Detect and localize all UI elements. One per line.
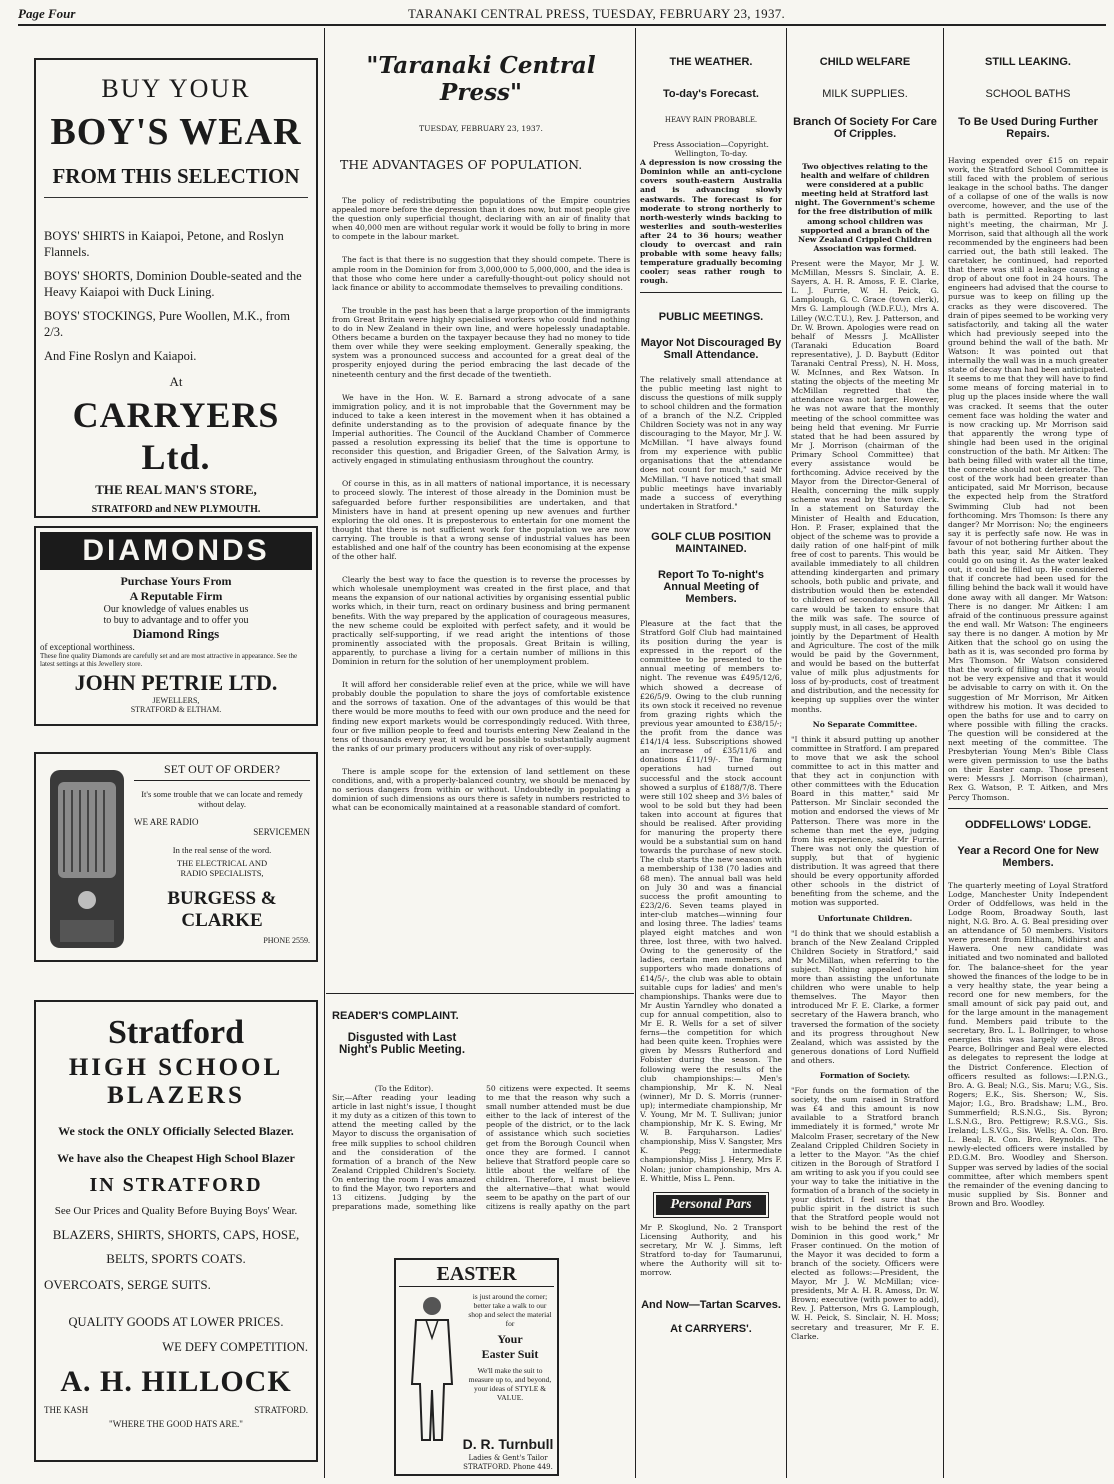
ad-item: And Fine Roslyn and Kaiapoi. [44,349,197,363]
meetings-body: The relatively small attendance at the public meeting last night to discuss the questions of milk supply to school children and the formation of a branch of the N.Z. Crippled Children Society was not in any way discouraging to the Mayor, Mr J. W. McMillan. "I have always found from my experience with public organisations that the attendance does not count for much," said Mr McMillan. "I have noticed that small public meetings have invariably made a success of everything undertaken in Stratford." [640,374,782,511]
easter-line: is just around the corner; better take a walk to our shop and select the material for [468,1292,552,1328]
blazers-line: OVERCOATS, SERGE SUITS. [44,1277,211,1292]
letter-kicker: READER'S COMPLAINT. [332,1010,459,1022]
blazers-foot: STRATFORD. [254,1405,308,1415]
letter-body: Sir,—After reading your leading article in last night's issue, I thought it my duty as a citizen of this town to attend the meeting called by the Mayor to discuss the organisation of free milk supplies to school children and the consideration of the formation of a branch of the New Zealand Crippled Children's Society. On entering the room I was amazed to find the Mayor, two reporters and 13 citizens. Judging by the preparations made, something like 50 citizens were expected. It seems to me that the reason why such a small number attended must be due either to the lack of interest of the people of the district, or to the lack of assistance which such societies get from the Borough Council when once they are formed. I cannot believe that Stratford people care so little about the welfare of the children. Therefore, I must believe the alternative—that what would seem to be apathy on the part of our citizens is really apathy on the part [332,1084,630,1212]
welfare-subhead: No Separate Committee. [812,719,918,729]
weather-body: A depression is now crossing the Dominion while an anti-cyclone covers south-eastern Australia and is advancing slowly eastwards. The forecast is for moderate to strong northerly to north-westerly winds backing to westerlies and south-westerlies after 24 to 36 hours; weather cloudy to overcast and rain probable with some heavy falls; temperature gradually becoming cooler; seas rather rough to rough. [640,158,782,286]
radio-line: RADIO SPECIALISTS, [180,868,264,878]
editorial-title: THE ADVANTAGES OF POPULATION. [340,157,583,172]
radio-ad [34,752,318,962]
radio-cabinet-illustration [42,760,132,955]
ad-line-selection: FROM THIS SELECTION [44,164,308,198]
ad-line-boys-wear: BOY'S WEAR [50,111,302,153]
suited-man-illustration [402,1294,462,1444]
blazers-line: See Our Prices and Quality Before Buying Boys' Wear. [54,1205,298,1217]
welfare-body: Present were the Mayor, Mr J. W. McMillan, Messrs S. Sinclair, A. E. Sayers, A. H. R. Amoss, F. E. Clarke, L. J. Furrie, W. H. Peick, G. Lamplough, G. C. Grace (town clerk), Mrs G. Lamplough (W.D.F.U.), Mrs A. Lilley (W.C.T.U.), Rev. J. Patterson, and Dr. W. Brown. Apologies were read on behalf of Messrs J. McAllister (Taranaki Education Board representative), J. D. Baybutt (Editor Taranaki Central Press), N. H. Moss, W. McInnes, and Rex Watson. In stating the objects of the meeting Mr McMillan regretted that the attendance was not larger. However, he was not aware that the monthly meeting of the school committee was being held that evening. Mr Furrie stated that he had been assured by Mr J. Morrison (chairman of the Primary School Committee) that every assistance would be forthcoming. Advice received by the Mayor from the Director-General of Health, concerning the milk supply scheme was read by the town clerk. In a statement on Saturday the Minister of Health and Education, Hon. P. Fraser, explained that the object of the scheme was to provide a daily ration of one half-pint of milk free of cost to parents. This would be available immediately to all children attending kindergarten and primary schools, both public and private, and distribution would then be extended to children of secondary schools. All care would be taken to ensure that the milk was safe. The source of supply must, in all cases, be approved jointly by the Department of Health and Agriculture. The cost of the milk would be paid by the Government, and would be based on the butterfat value of milk plus adjustments for loss of by-products, cost of treatment and distribution, and the necessity for keeping up supplies over the winter months. [791,258,939,714]
radio-line: SET OUT OF ORDER? [134,762,310,781]
diamonds-line: Purchase Yours From [120,574,232,588]
page-number: Page Four [18,6,76,21]
editorial-date: TUESDAY, FEBRUARY 23, 1937. [419,124,543,133]
radio-line: In the real sense of the word. [172,845,272,855]
diamonds-line: of exceptional worthiness. [40,642,135,652]
welfare-subhead: Unfortunate Children. [817,913,913,923]
welfare-body: "For funds on the formation of the society, the sum raised in Stratford was £4 and this amount is now available to a Stratford branch immediately it is formed," wrote Mr Malcolm Fraser, secretary of the New Zealand Crippled Children Society in a letter to the Mayor. "As the chief citizen in the Borough of Stratford I am writing to ask you if you could see your way to take the initiative in the formation of a branch of the society in your district. I feel sure that the public spirit in the district is such that the Stratford people would not wish to be behind the rest of the Dominion in this good work," Mr Fraser continued. On the motion of the Mayor it was decided to form a branch of the society. Officers were elected as follows:—President, the Mayor, Mr J. W. McMillan; vice-presidents, Mr A. H. R. Amoss, Dr. W. Brown; executive (with power to add), Rev. J. Patterson, Mrs G. Lamplough, W. H. Peick, S. Sinclair, N. H. Moss; secretary and treasurer, Mr F. E. Clarke. [791,1086,939,1341]
blazers-line: WE DEFY COMPETITION. [162,1340,308,1354]
ad-item: BOYS' SHIRTS in Kaiapoi, Petone, and Roslyn Flannels. [44,229,284,259]
editorial-paragraph: The fact is that there is no suggestion that they should compete. There is ample room in the Dominion for from 3,000,000 to 5,000,000, and the idea is that those who come here under a carefully-thought-out policy should not lack finance or ability to accommodate themselves to prevailing conditions. [332,255,630,292]
page-header [18,6,1103,22]
ad-at: At [169,374,183,389]
weather-forecast: HEAVY RAIN PROBABLE. [664,116,758,124]
carryers-boys-wear-ad [34,58,318,518]
editorial-paragraph: There is ample scope for the extension of land settlement on these conditions, and, with a properly-balanced country, we should be menaced by no serious dangers from within or without. Undoubtedly in populating a dominion of such dimensions as ours there is safety in numbers restricted to what can be economically maintained at a reasonable standard of comfort. [332,766,630,813]
blazers-footer [44,1405,308,1415]
welfare-body: "I do think that we should establish a branch of the New Zealand Crippled Children Society in Stratford," said Mr McMillan, when referring to the subject. Nothing appealed to him more than assisting the unfortunate children who were unable to help themselves. The Mayor then introduced Mr F. E. Clarke, a former secretary of the Hawera branch, who traversed the formation of the society and its progress throughout New Zealand, which was assisted by the generous donations of Lord Nuffield and others. [791,928,939,1065]
editorial-paragraph: The trouble in the past has been that a large proportion of the immigrants from Great Britain were highly specialised workers who could find nothing to do in New Zealand in their own line, and were hopelessly unadaptable. Others became a burden on the taxpayer because they had no money to tide them over while they were seeking employment. Generally speaking, the system was a pronounced success and accounted for a great deal of the prosperity enjoyed during the period embracing the last decade of the nineteenth century and the first decade of the twentieth. [332,305,630,379]
ad-store-location: STRATFORD and NEW PLYMOUTH. [91,504,261,515]
golf-body: Pleasure at the fact that the Stratford Golf Club had maintained its position during the year is expressed in the report of the committee to be presented to the annual meeting of members to-night. The revenue was £495/12/6, which showed a decrease of £26/5/9. Owing to the club running its own stock it received no revenue from grazing rights which the previous year amounted to £38/15/-; the profit from the dance was £14/1/4 less. Subscriptions showed an increase of £35/11/6 and donations £11/19/-. The farming operations had turned out successful and the stock account showed a surplus of £188/7/8. There were still 102 sheep and 3½ bales of wool to be sold but they had been taken into account at figures that should be realised. After providing for manuring the property there would be a substantial sum on hand towards the purchase of new stock. The club starts the new season with a membership of 138 (70 ladies and 68 men). The annual ball was held on July 30 and was a financial success the profit amounting to £23/2/6. Seven teams played in inter-club matches—winning four and losing three. The ladies' teams played eight matches and won three, lost three, with two halved. Owing to the generosity of the ladies, certain men members, and supporters who made donations of £14/5/-, the club was able to obtain suitable cups for ladies' and men's championships. Thanks were due to Mr Austin Yarndley who donated a cup for annual competition, also to Mr E. R. Wells for a set of silver ferns—the competition for which had been quite keen. Trophies were given by Messrs Rutherford and Fobister during the season. The following were the results of the club championships:— Men's championship, Mr K. N. Neal (winner), Mr D. S. Morris (runner-up); intermediate championship, Mr V. Young, Mr M. T. Sullivan; junior championship, Mr K. S. Ewing, Mr W. B. Farquharson. Ladies' championship, Miss V. Sangster, Mrs K. Pegg; intermediate championship, Miss J. Henry, Mrs F. Nolan; junior championship, Mrs A. E. Whittle, Miss L. Penn. [640,618,782,1183]
editorial-paragraph: The policy of redistributing the populations of the Empire countries appealed more before the depression than it does now, but most people give the question only superficial thought, declaring with an air of finality that when 40,000 men are without regular work it would be folly to bring in more to compete in the labour market. [332,196,630,242]
leaking-title: STILL LEAKING. [985,56,1071,68]
welfare-subhead: Formation of Society. [819,1071,911,1080]
ad-item: BOYS' STOCKINGS, Pure Woollen, M.K., from 2/3. [44,309,290,339]
diamonds-ad [34,526,318,726]
column-rule [943,28,944,1478]
blazers-line: We stock the ONLY Officially Selected Blazer. [58,1124,294,1138]
diamonds-loc: STRATFORD & ELTHAM. [130,705,222,714]
radio-phone: PHONE 2559. [263,936,310,945]
leaking-sub: SCHOOL BATHS [985,88,1071,100]
welfare-column [791,30,939,1476]
weather-title: THE WEATHER. [669,56,753,68]
editorial-paragraph: It will afford her considerable relief even at the price, while we will have probably double the population to share the joys of comfortable existence and the sorrows of taxation. One of the advantages of this would be that there would be more mouths to feed with our own produce and the need for finding new export markets would be correspondingly reduced. With three, four or five million people to feed and tourists entering New Zealand in the tens of thousands every year, it would be possible to substantially augment the ranks of our primary producers without any risk of over-supply. [332,680,630,753]
welfare-body: "I think it absurd putting up another committee in Stratford. I am prepared to move that we ask the school committee to act in this matter and that they act in conjunction with other committees with the Education Board in this matter," said Mr Patterson. Mr Sinclair seconded the motion and endorsed the views of Mr Patterson. There was more in the scheme than met the eye, judging from his experience, said Mr Furrie. There was not only the question of supply, but that of hygienic distribution. It was agreed that there should be every opportunity afforded other schools in the district of benefiting from the scheme, and the motion was supported. [791,734,939,908]
radio-line: SERVICEMEN [253,827,310,837]
letter-section [332,996,630,1242]
section-rule [326,993,634,994]
easter-line: Easter Suit [481,1347,539,1361]
diamonds-line: These fine quality Diamonds are carefully set and are most attractive in appearance. See the latest settings at this Jewellery store. [40,652,298,668]
golf-heading: Report To To-night's Annual Meeting of Members. [657,568,765,605]
baths-column [948,30,1108,1476]
editorial-paragraph: Clearly the best way to face the question is to reverse the processes by which wholesale unemployment was created in the first place, and that means the expansion of our national activities by organising essential public works which, in their turn, react on ordinary business and bring permanent benefits. With the way prepared by the application of courageous measures, the new scheme could be exploited with perfect safety, and it would be practically self-supporting, if we read aright the intentions of those prominently associated with the proposals. Great Britain is willing, apparently, to purchase a living for a certain number of millions in this Dominion in return for the solution of her unemployment problem. [332,575,630,667]
easter-loc: STRATFORD. Phone 449. [463,1463,553,1471]
blazers-line: BELTS, SPORTS COATS. [106,1251,246,1266]
masthead-line: TARANAKI CENTRAL PRESS, TUESDAY, FEBRUARY 23, 1937. [408,6,786,21]
letter-to: (To the Editor). [374,1084,434,1093]
hillock-blazers-ad [34,1000,318,1462]
weather-column [640,30,782,1476]
welfare-title: CHILD WELFARE [819,56,911,68]
editorial-paragraph: Of course in this, as in all matters of national importance, it is necessary to proceed slowly. The interest of those already in the Dominion must be safeguarded before further responsibilities are undertaken, and that Ministers have in hand at present opening up new avenues and further exploring the old ones. It is preposterous to entertain for one moment the thought that there is not sufficient work for the population we are now carrying. The trouble is that a wrong sense of industrial values has been established and one half of the country has been economising at the expense of the other half. [332,479,630,562]
weather-sub: To-day's Forecast. [663,88,759,100]
diamonds-line: Diamond Rings [132,626,220,641]
diamonds-sub: JEWELLERS, [152,696,200,705]
ad-store-name: CARRYERS Ltd. [72,395,280,477]
leaking-heading: To Be Used During Further Repairs. [958,116,1098,140]
blazers-line: BLAZERS [107,1082,245,1109]
personal-pars-banner: Personal Pars [654,1193,768,1217]
easter-line: Your [497,1332,523,1346]
golf-title: GOLF CLUB POSITION MAINTAINED. [651,530,771,555]
blazers-line: IN STRATFORD [89,1174,263,1196]
blazers-foot: THE KASH [44,1405,89,1415]
welfare-sub: MILK SUPPLIES. [822,88,908,100]
lodge-body: The quarterly meeting of Loyal Stratford Lodge, Manchester Unity Independent Order of Oddfellows, was held in the Lodge Room, Broadway South, last night, N.G. Bro. A. G. Beal presiding over an attendance of 50 members. Visitors were present from Eltham, Midhirst and Hawera. One new candidate was initiated and two nominated and balloted for. The balance-sheet for the year showed the finances of the lodge to be in a very healthy state, the year being a record one for new members, for the small amount of sick pay paid out, and for the large amount in the management fund. Members paid tribute to the secretary, Bro. L. L. Bollringer, to whose energies this was largely due. Bros. Pearce, Bollringer and Beal were elected as delegates to represent the lodge at the District Conference. Election of officers resulted as follows:—I.P.N.G., Bro. A. G. Beal; N.G., Sis. Maru; V.G., Sis. Rogers; E.K., Sis. Sherson; W., Sis. Major; I.G., Bro. Bradshaw; L.M., Bro. Summerfield; R.S.N.G., Sis. Byron; L.S.N.G., Bro. Pettigrew; R.S.V.G., Sis. Ireland; L.S.V.G., Sis. Wells; A. Con. Bro. L. Beal; R. Con. Bro. Reynolds. The newly-elected officers were installed by P.D.G.M. Bro. Woodley and Sherson. Supper was served by ladies of the social committee, after which members spent the remainder of the evening dancing to music supplied by Sis. Bonner and Brown and Bro. Woodley. [948,880,1108,1208]
blazers-line: BLAZERS, SHIRTS, SHORTS, CAPS, HOSE, [52,1227,300,1242]
blazers-line: HIGH SCHOOL [68,1054,284,1081]
easter-line: We'll make the suit to measure up to, and beyond, your ideas of STYLE & VALUE. [468,1366,552,1402]
letter-title: Disgusted with Last Night's Public Meeting. [338,1032,466,1056]
column-rule [786,28,787,1478]
lodge-heading: Year a Record One for New Members. [957,844,1099,869]
blazers-line: Stratford [108,1014,244,1051]
radio-line: THE ELECTRICAL AND [176,858,268,868]
ad-line-buy: BUY YOUR [101,74,251,103]
lodge-title: ODDFELLOWS' LODGE. [964,818,1092,831]
meetings-title: PUBLIC MEETINGS. [658,310,764,323]
easter-title: EASTER [399,1263,554,1287]
meetings-heading: Mayor Not Discouraged By Small Attendance. [640,336,782,361]
ad-item-list [44,228,308,364]
column-rule [635,28,636,1478]
radio-store: BURGESS & CLARKE [167,888,277,931]
editorial-column [332,30,630,990]
radio-line: WE ARE RADIO [134,817,199,827]
weather-source: Press Association—Copyright. Wellington, To-day. [653,140,769,159]
welfare-heading: Branch Of Society For Care Of Cripples. [793,116,937,140]
diamonds-line: Our knowledge of values enables us [103,604,249,615]
easter-turnbull-ad [394,1258,559,1476]
easter-store: D. R. Turnbull [462,1436,554,1452]
diamonds-store: JOHN PETRIE LTD. [74,670,278,695]
easter-sub: Ladies & Gent's Tailor [468,1454,548,1462]
welfare-intro: Two objectives relating to the health and welfare of children were considered at a public meeting held at Stratford last night. The Government's scheme for the free distribution of milk among school children was supported and a branch of the New Zealand Crippled Children Association was formed. [794,162,936,253]
diamonds-line: A Reputable Firm [129,589,223,603]
blazers-line: We have also the Cheapest High School Blazer [57,1151,295,1165]
ad-store-tag: THE REAL MAN'S STORE, [95,482,257,497]
tartan-line: At CARRYERS'. [670,1323,752,1336]
editorial-paragraph: We have in the Hon. W. E. Barnard a strong advocate of a sane immigration policy, and it is not improbable that the Government may be induced to take a keen interest in the movement when it has obtained a definite understanding as to the provision of adequate finance by the Imperial authorities. The Council of the Auckland Chamber of Commerce passed a resolution expressing its belief that the time is opportune to reconsider this question, and Brigadier Green, of the Salvation Army, is actively engaged in stimulating enthusiasm throughout the country. [332,392,630,466]
blazers-store: A. H. HILLOCK [60,1365,292,1398]
column-rule [324,28,325,1478]
masthead: "Taranaki Central Press" [366,52,596,106]
blazers-line: QUALITY GOODS AT LOWER PRICES. [68,1315,284,1329]
header-rule [18,24,1106,26]
tartan-line: And Now—Tartan Scarves. [641,1299,781,1312]
personal-body: Mr P. Skoglund, No. 2 Transport Licensing Authority, and his secretary, Mr W. J. Simms, left Stratford to-day for Taumarunui, where the Authority will sit to-morrow. [640,1222,782,1278]
blazers-slogan: "WHERE THE GOOD HATS ARE." [109,1419,243,1429]
leaking-body: Having expended over £15 on repair work, the Stratford School Committee is still faced with the problem of serious leakage in the school baths. The danger of a collapse of one of the walls is now overcome, however, and the use of the bath is permitted. Reporting to last night's meeting, the chairman, Mr J. Morrison, said that although all the work recommended by the engineers had been carried out, the bath still leaked. The caretaker, he continued, had reported that there was still a leakage causing a drop of about one foot in 24 hours. The engineers had advised that the course to pursue was to keep on filling up the cracks as they were discovered. The drain of pipes seemed to be working very satisfactorily, and taking all the water which had previously seeped into the ground behind the wall of the bath. Mr Watson: It was pointed out that internally the wall was in a much greater state of decay than had been anticipated. It seems to me that they will have to find some means of forcing material in to plug up the places inside where the wall was cracked. It seems that the outer cement face was holding the water and is now cracking up. Mr Morrison said that apparently the wrong type of shingle had been used in the original construction of the bath. Mr Aitken: The bath being filled with water all the time, the concrete should not deteriorate. The cost of the work had been greater than anticipated, said Mr Morrison, because the expected help from the Stratford Swimming Club had not been forthcoming. Mrs Thomson: Is there any danger? Mr Morrison: No; the engineers say it is perfectly safe now. He was in favour of not bothering further about the bath this year, said Mr Aitken. They could go on using it. As the water leaked out, it could be filled up. He considered that if concrete had been used for the filling behind the back wall it would have done away with all danger. Mr Watson: There is no danger. Mr Aitken: I am afraid of the continuous pressure against the end wall. Mr Watson: The engineers say there is no danger. A motion by Mr Aitken that the school go on using the bath as it is, was seconded pro forma by Mrs Thomson. Mr Watson considered that the work of filling up cracks would not be very expensive and that it would be advisable to carry on with it. On the suggestion of Mr Morrison, Mr Aitken withdrew his motion. It was decided to open the baths for use and to carry on where possible with filling the cracks. The question will be considered at the next meeting of the committee. The Presbyterian Young Men's Bible Class were given permission to use the baths on their Easter camp. Those present were: Messrs J. Morrison (chairman), Rex G. Watson, P. T. Aitken, and Mrs Percy Thomson. [948,156,1108,802]
diamonds-line: to buy to advantage and to offer you [103,615,249,626]
ad-item: BOYS' SHORTS, Dominion Double-seated and the Heavy Kaiapoi with Duck Lining. [44,269,302,299]
diamonds-title: DIAMONDS [40,532,312,570]
radio-line: It's some trouble that we can locate and remedy without delay. [141,789,303,809]
